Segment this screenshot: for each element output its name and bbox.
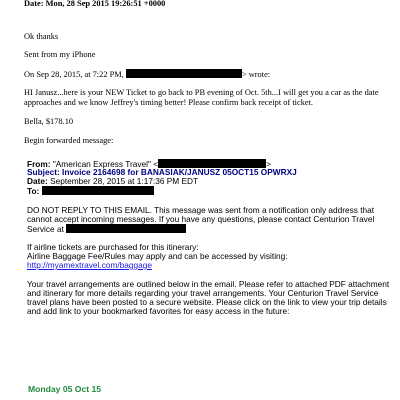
to-label: To:	[27, 186, 42, 196]
redaction-block	[126, 69, 242, 78]
message-paragraph-line: HI Janusz...here is your NEW Ticket to go back to PB evening of Oct. 5th...I will get you a car as the date	[24, 88, 379, 97]
quoted-header-line	[24, 69, 270, 80]
arrangements-line: and add link to your bookmarked favorites for easy access in the future:	[27, 306, 290, 316]
arrangements-line: and itinerary for more details regarding your travel arrangements. Your Centurion Travel Service	[27, 288, 379, 298]
date-label: Date:	[27, 176, 51, 186]
forwarded-label: Begin forwarded message:	[24, 136, 114, 145]
subject-value: Invoice 2164698 for BANASIAK/JANUSZ 05OCT15 OPWRXJ	[62, 167, 297, 177]
notice-line	[27, 224, 186, 235]
from-label: From:	[27, 159, 53, 169]
from-close: >	[266, 159, 271, 169]
baggage-link[interactable]: http://myamextravel.com/baggage	[27, 260, 152, 270]
from-value: "American Express Travel" <	[52, 159, 159, 169]
arrangements-line: Your travel arrangements are outlined below in the email. Please refer to attached PDF attachment	[27, 279, 390, 289]
signature: Bella, $178.10	[24, 117, 74, 126]
notice-line: DO NOT REPLY TO THIS EMAIL. This message was sent from a notification only address that	[27, 205, 375, 215]
to-line	[27, 186, 154, 197]
airline-line: If airline tickets are purchased for this itinerary:	[27, 242, 199, 252]
date-value: September 28, 2015 at 1:17:36 PM EDT	[50, 176, 199, 186]
quoted-header-prefix: On Sep 28, 2015, at 7:22 PM,	[24, 70, 124, 79]
itinerary-date: Monday 05 Oct 15	[28, 384, 102, 394]
notice-text: Service at	[27, 224, 64, 234]
subject-label: Subject:	[27, 167, 63, 177]
notice-line: cannot accept incoming messages. If you have any questions, please contact Centurion Travel	[27, 214, 375, 224]
redaction-block	[66, 224, 186, 233]
reply-text: Ok thanks	[24, 32, 59, 41]
quoted-header-suffix: > wrote:	[241, 70, 271, 79]
redaction-block	[42, 186, 154, 195]
arrangements-line: travel plans have been posted to a secure website. Please click on the link to view your trip details	[27, 297, 387, 307]
message-paragraph-line: approaches and we know Jeffrey's timing better! Please confirm back receipt of ticket.	[24, 98, 314, 107]
sent-from-text: Sent from my iPhone	[24, 50, 96, 59]
email-date-header: Date: Mon, 28 Sep 2015 19:26:51 +0000	[24, 0, 166, 8]
airline-line: Airline Baggage Fee/Rules may apply and can be accessed by visiting:	[27, 251, 288, 261]
